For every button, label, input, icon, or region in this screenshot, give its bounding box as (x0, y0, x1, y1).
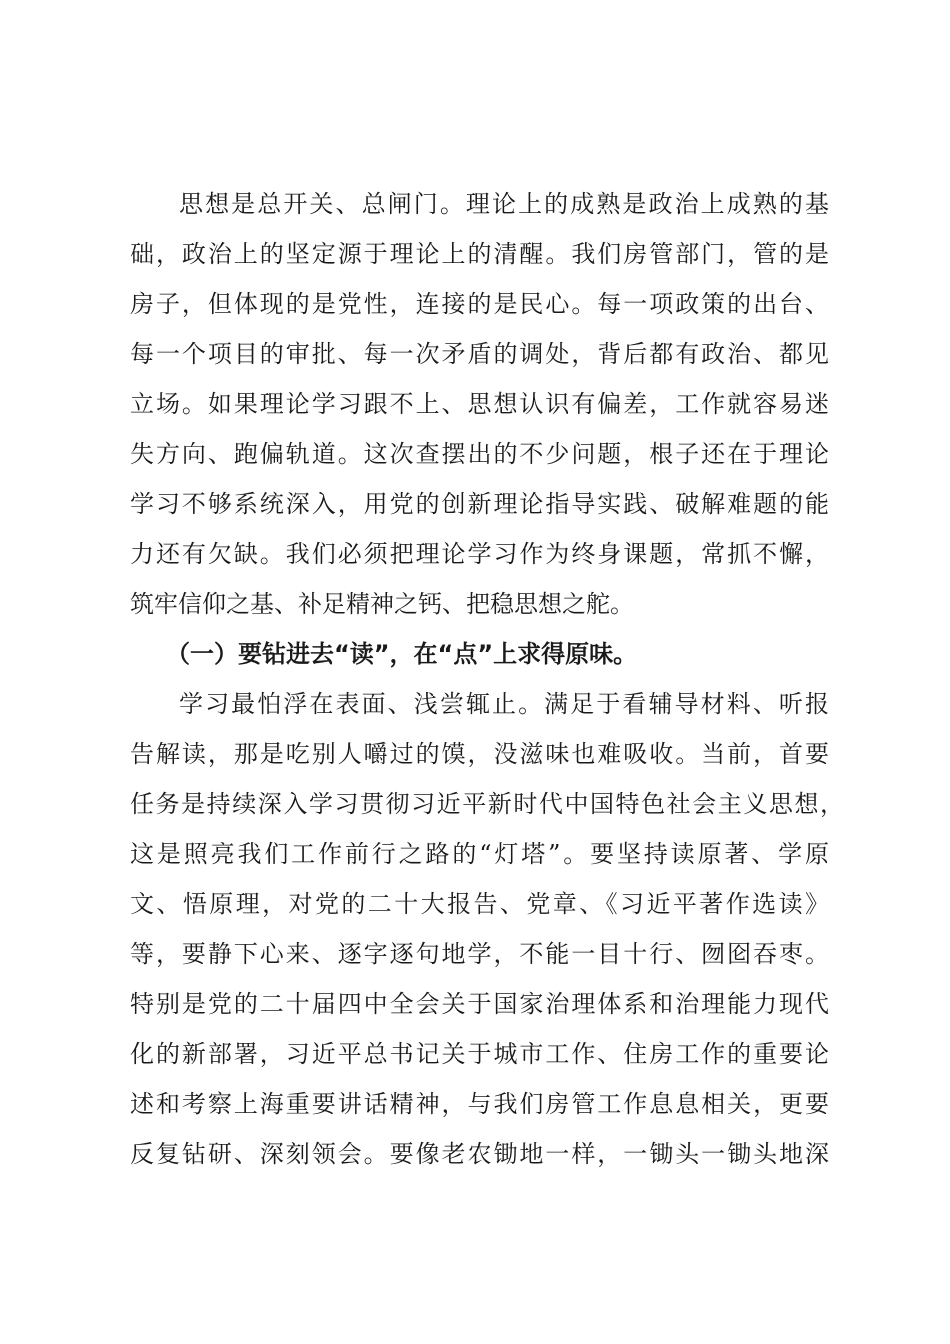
paragraph-1-line-2: 础，政治上的坚定源于理论上的清醒。我们房管部门，管的是 (130, 240, 829, 268)
paragraph-2-line-1: 学习最怕浮在表面、浅尝辄止。满足于看辅导材料、听报 (179, 690, 829, 718)
paragraph-2-line-5: 文、悟原理，对党的二十大报告、党章、《习近平著作选读》 (130, 890, 829, 918)
paragraph-2-line-10: 反复钻研、深刻领会。要像老农锄地一样，一锄头一锄头地深 (130, 1140, 829, 1168)
paragraph-2-line-9: 述和考察上海重要讲话精神，与我们房管工作息息相关，更要 (130, 1090, 829, 1118)
paragraph-2-line-2: 告解读，那是吃别人嚼过的馍，没滋味也难吸收。当前，首要 (130, 740, 829, 768)
paragraph-1-line-7: 学习不够系统深入，用党的创新理论指导实践、破解难题的能 (130, 490, 829, 518)
paragraph-2-line-3: 任务是持续深入学习贯彻习近平新时代中国特色社会主义思想， (130, 790, 844, 818)
paragraph-2-line-4: 这是照亮我们工作前行之路的“灯塔”。要坚持读原著、学原 (130, 840, 829, 868)
paragraph-1-line-6: 失方向、跑偏轨道。这次查摆出的不少问题，根子还在于理论 (130, 440, 829, 468)
paragraph-1-line-5: 立场。如果理论学习跟不上、思想认识有偏差，工作就容易迷 (130, 390, 829, 418)
paragraph-2-line-7: 特别是党的二十届四中全会关于国家治理体系和治理能力现代 (130, 990, 829, 1018)
paragraph-2-line-6: 等，要静下心来、逐字逐句地学，不能一目十行、囫囵吞枣。 (130, 940, 829, 968)
section-heading: （一）要钻进去“读”，在“点”上求得原味。 (166, 640, 638, 668)
paragraph-1-line-9: 筑牢信仰之基、补足精神之钙、把稳思想之舵。 (130, 590, 634, 618)
paragraph-1-line-8: 力还有欠缺。我们必须把理论学习作为终身课题，常抓不懈， (130, 540, 829, 568)
paragraph-1-line-1: 思想是总开关、总闸门。理论上的成熟是政治上成熟的基 (179, 190, 829, 218)
paragraph-1-line-4: 每一个项目的审批、每一次矛盾的调处，背后都有政治、都见 (130, 340, 829, 368)
paragraph-1-line-3: 房子，但体现的是党性，连接的是民心。每一项政策的出台、 (130, 290, 829, 318)
paragraph-2-line-8: 化的新部署，习近平总书记关于城市工作、住房工作的重要论 (130, 1040, 829, 1068)
